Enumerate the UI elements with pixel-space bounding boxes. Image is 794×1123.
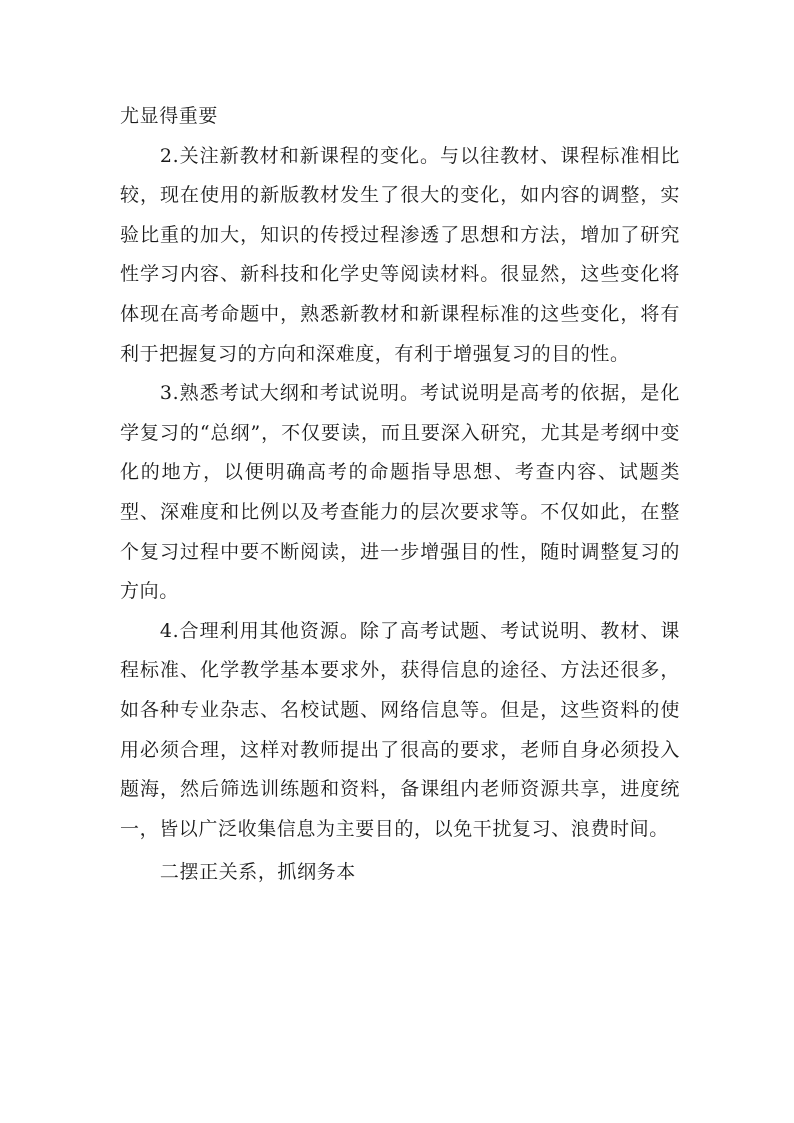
paragraph-item-4: 4.合理利用其他资源。除了高考试题、考试说明、教材、课程标准、化学教学基本要求外，获得信息的途径、方法还很多，如各种专业杂志、名校试题、网络信息等。但是，这些资料的使用必须合理，这样对教师提出了很高的要求，老师自身必须投入题海，然后筛选训练题和资料，备课组内老师资源共享，进度统一，皆以广泛收集信息为主要目的，以免干扰复习、浪费时间。 — [120, 619, 680, 840]
paragraph-continuation: 尤显得重要 — [120, 105, 219, 127]
paragraph-item-2: 2.关注新教材和新课程的变化。与以往教材、课程标准相比较，现在使用的新版教材发生了很大的变化，如内容的调整，实验比重的加大，知识的传授过程渗透了思想和方法，增加了研究性学习内容、新科技和化学史等阅读材料。很显然，这些变化将体现在高考命题中，熟悉新教材和新课程标准的这些变化，将有利于把握复习的方向和深难度，有利于增强复习的目的性。 — [120, 144, 680, 365]
document-body — [120, 97, 680, 893]
paragraph-item-3: 3.熟悉考试大纲和考试说明。考试说明是高考的依据，是化学复习的“总纲”，不仅要读，而且要深入研究，尤其是考纲中变化的地方，以便明确高考的命题指导思想、考查内容、试题类型、深难度和比例以及考查能力的层次要求等。不仅如此，在整个复习过程中要不断阅读，进一步增强目的性，随时调整复习的方向。 — [120, 382, 680, 603]
section-heading: 二摆正关系，抓纲务本 — [159, 861, 356, 884]
